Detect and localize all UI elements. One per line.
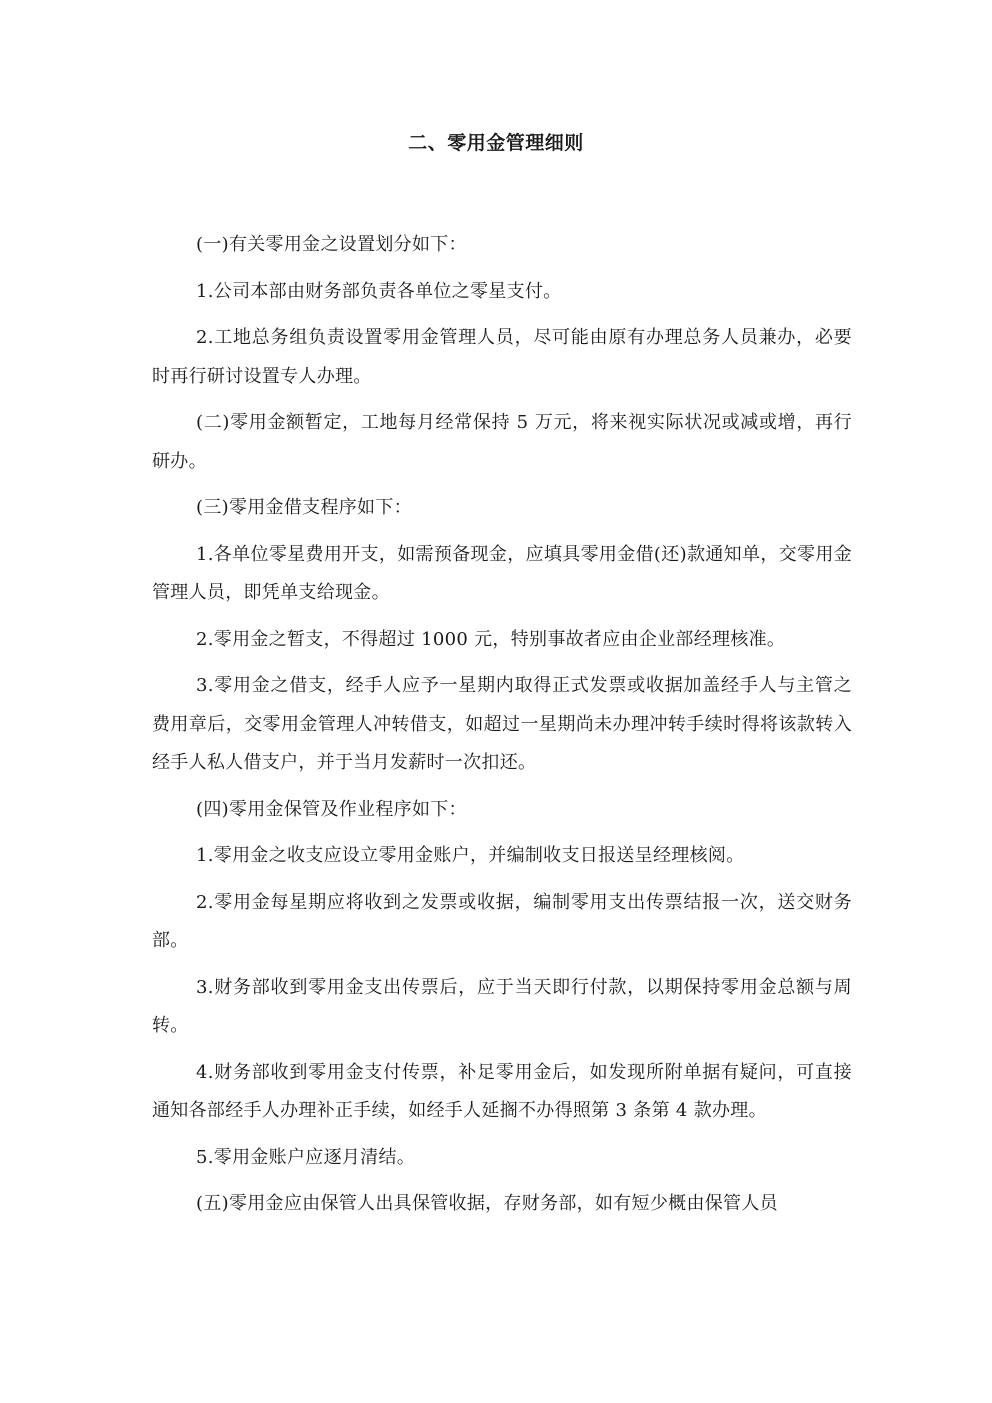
paragraph-section-2: (二)零用金额暂定，工地每月经常保持 5 万元，将来视实际状况或减或增，再行研办。 [152, 412, 852, 472]
document-title: 二、零用金管理细则 [408, 132, 584, 154]
paragraph-item-1-1: 1.公司本部由财务部负责各单位之零星支付。 [196, 280, 562, 302]
document-body [152, 226, 852, 1232]
paragraph-item-4-4: 4.财务部收到零用金支付传票，补足零用金后，如发现所附单据有疑问，可直接通知各部经手人办理补正手续，如经手人延搁不办得照第 3 条第 4 款办理。 [152, 1061, 852, 1121]
paragraph-item-4-5: 5.零用金账户应逐月清结。 [196, 1146, 416, 1168]
paragraph-section-4: (四)零用金保管及作业程序如下： [196, 798, 467, 820]
paragraph-item-4-1: 1.零用金之收支应设立零用金账户，并编制收支日报送呈经理核阅。 [196, 845, 745, 866]
paragraph-item-1-2: 2.工地总务组负责设置零用金管理人员，尽可能由原有办理总务人员兼办，必要时再行研讨设置专人办理。 [152, 327, 852, 387]
paragraph-item-4-3: 3.财务部收到零用金支出传票后，应于当天即行付款，以期保持零用金总额与周转。 [152, 976, 852, 1036]
paragraph-item-3-1: 1.各单位零星费用开支，如需预备现金，应填具零用金借(还)款通知单，交零用金管理人员，即凭单支给现金。 [152, 543, 852, 603]
paragraph-section-5: (五)零用金应由保管人出具保管收据，存财务部，如有短少概由保管人员 [196, 1193, 778, 1214]
paragraph-item-3-2: 2.零用金之暂支，不得超过 1000 元，特别事故者应由企业部经理核准。 [196, 628, 786, 650]
paragraph-item-4-2: 2.零用金每星期应将收到之发票或收据，编制零用支出传票结报一次，送交财务部。 [152, 891, 852, 951]
paragraph-section-3: (三)零用金借支程序如下： [196, 497, 412, 518]
paragraph-item-3-3: 3.零用金之借支，经手人应予一星期内取得正式发票或收据加盖经手人与主管之费用章后，交零用金管理人冲转借支，如超过一星期尚未办理冲转手续时得将该款转入经手人私人借支户，并于当月发薪时一次扣还。 [152, 675, 852, 773]
paragraph-section-1: (一)有关零用金之设置划分如下： [196, 234, 467, 255]
